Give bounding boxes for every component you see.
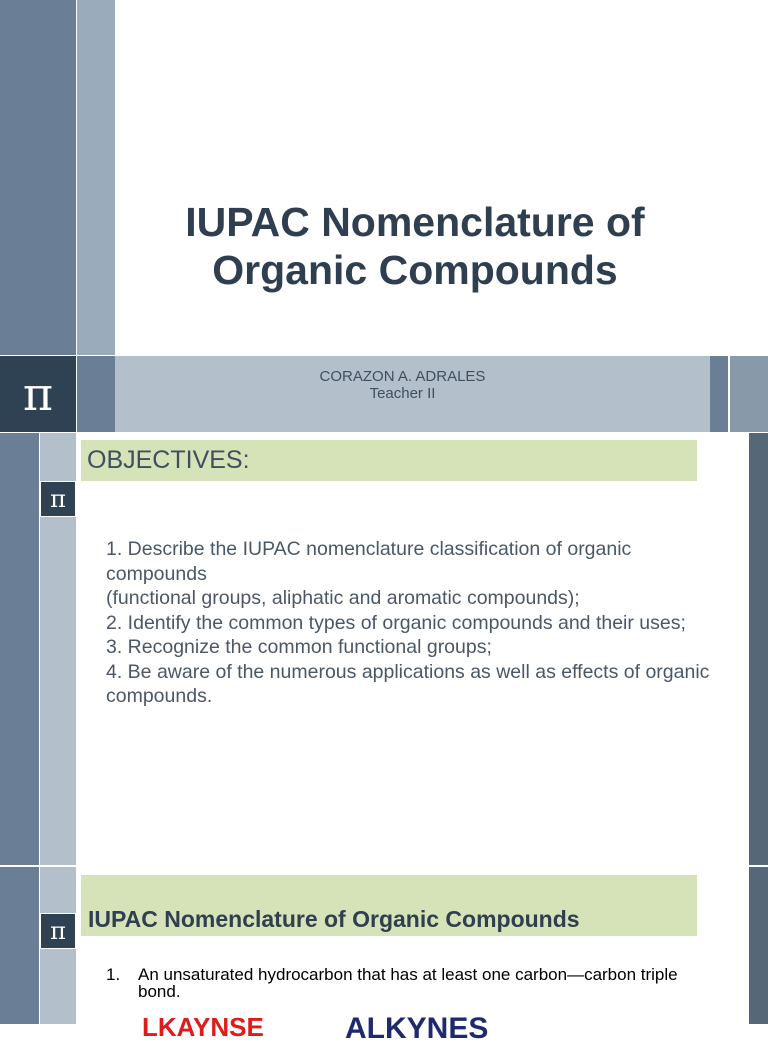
slide3-right-bar (749, 867, 768, 1024)
objective-item: 2. Identify the common types of organic compounds and their uses; (106, 611, 686, 634)
objective-item: (functional groups, aliphatic and aromatic compounds); (106, 587, 580, 609)
objective-item: 1. Describe the IUPAC nomenclature classification of organic compounds (106, 538, 632, 585)
objectives-list (106, 537, 731, 709)
author-info (115, 368, 690, 402)
author-role: Teacher II (369, 385, 436, 402)
slide3-left-bar (0, 867, 39, 1024)
pi-icon: π (22, 367, 54, 421)
author-name: CORAZON A. ADRALES (319, 368, 486, 385)
slide2-right-bar (749, 433, 768, 865)
scrambled-word: LKAYNSE (142, 1012, 264, 1042)
band-right-block-1 (710, 356, 728, 432)
slide1-secondary-bar (77, 0, 115, 355)
band-slate-block (77, 356, 115, 432)
objective-item: 4. Be aware of the numerous applications as well as effects of organic compounds. (106, 660, 710, 707)
pi-icon: π (40, 481, 76, 517)
slide1-title (120, 198, 710, 294)
objectives-header: OBJECTIVES: (81, 440, 697, 481)
question-number: 1. (106, 965, 121, 984)
question-text: An unsaturated hydrocarbon that has at least one carbon—carbon triple bond. (138, 965, 678, 1001)
slide3-header: IUPAC Nomenclature of Organic Compounds (81, 875, 697, 936)
answer-word: ALKYNES (345, 1012, 489, 1045)
band-right-block-2 (730, 356, 768, 432)
title-line-1: IUPAC Nomenclature of (185, 199, 645, 245)
title-line-2: Organic Compounds (212, 247, 618, 293)
slide1-left-bar (0, 0, 76, 355)
objective-item: 3. Recognize the common functional groups; (106, 636, 492, 658)
pi-icon: π (40, 913, 76, 949)
slide2-left-bar (0, 433, 39, 865)
